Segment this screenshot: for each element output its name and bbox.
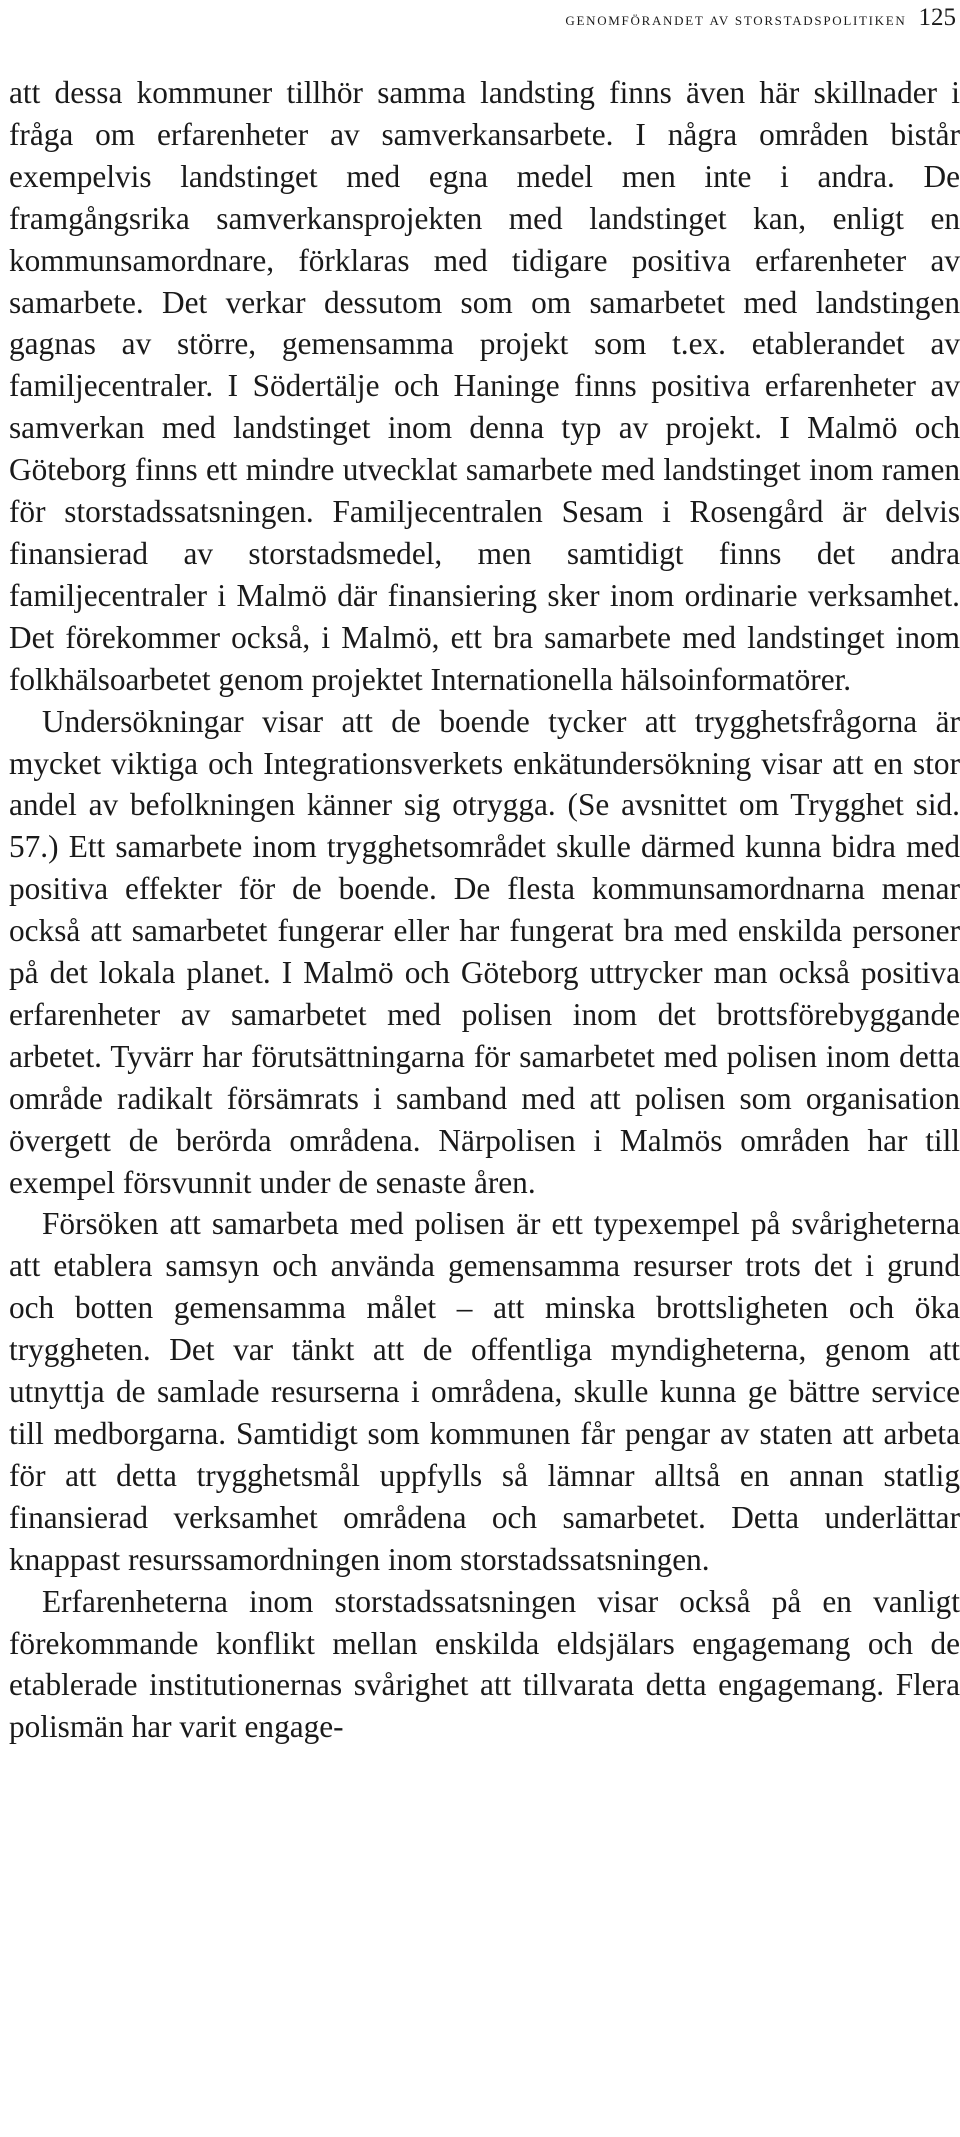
paragraph-1: att dessa kommuner tillhör samma landsting finns även här skillnader i fråga om erfarenheter av samverkansarbete. I några områden bistår exempelvis landstinget med egna medel men inte i andra. De framgångsrika samverkansprojekten med landstinget kan, enligt en kommunsamordnare, förklaras med tidigare positiva erfarenheter av samarbete. Det verkar dessutom som om samarbetet med landstingen gagnas av större, gemensamma projekt som t.ex. etablerandet av familjecentraler. I Södertälje och Haninge finns positiva erfarenheter av samverkan med landstinget inom denna typ av projekt. I Malmö och Göteborg finns ett mindre utvecklat samarbete med landstinget inom ramen för storstadssatsningen. Familjecentralen Sesam i Rosengård är delvis finansierad av storstadsmedel, men samtidigt finns det andra familjecentraler i Malmö där finansiering sker inom ordinarie verksamhet. Det förekommer också, i Malmö, ett bra samarbete med landstinget inom folkhälsoarbetet genom projektet Internationella hälsoinformatörer. <box>9 75 960 697</box>
paragraph-3: Försöken att samarbeta med polisen är ett typexempel på svårigheterna att etablera samsyn och använda gemensamma resurser trots det i grund och botten gemensamma målet – att minska brottsligheten och öka tryggheten. Det var tänkt att de offentliga myndigheterna, genom att utnyttja de samlade resurserna i områdena, skulle kunna ge bättre service till medborgarna. Samtidigt som kommunen får pengar av staten att arbeta för att detta trygghetsmål uppfylls så lämnar alltså en annan statlig finansierad verksamhet områdena och samarbetet. Detta underlättar knappast resurssamordningen inom storstadssatsningen. <box>9 1206 960 1577</box>
document-page <box>9 0 960 2137</box>
body-text <box>9 72 960 1748</box>
page-number: 125 <box>918 4 956 31</box>
paragraph-2: Undersökningar visar att de boende tycker att trygghetsfrågorna är mycket viktiga och Integrationsverkets enkätundersökning visar att en stor andel av befolkningen känner sig otrygga. (Se avsnittet om Trygghet sid. 57.) Ett samarbete inom trygghetsområdet skulle därmed kunna bidra med positiva effekter för de boende. De flesta kommunsamordnarna menar också att samarbetet fungerar eller har fungerat bra med enskilda personer på det lokala planet. I Malmö och Göteborg uttrycker man också positiva erfarenheter av samarbetet med polisen inom det brottsförebyggande arbetet. Tyvärr har förutsättningarna för samarbetet med polisen inom detta område radikalt försämrats i samband med att polisen som organisation övergett de berörda områdena. Närpolisen i Malmös områden har till exempel försvunnit under de senaste åren. <box>9 703 960 1200</box>
running-title: genomförandet av storstadspolitiken <box>565 9 907 30</box>
running-header <box>565 4 956 32</box>
paragraph-4: Erfarenheterna inom storstadssatsningen visar också på en vanligt förekommande konflikt mellan enskilda eldsjälars engagemang och de etablerade institutionernas svårighet att tillvarata detta engagemang. Flera polismän har varit engage- <box>9 1583 960 1745</box>
